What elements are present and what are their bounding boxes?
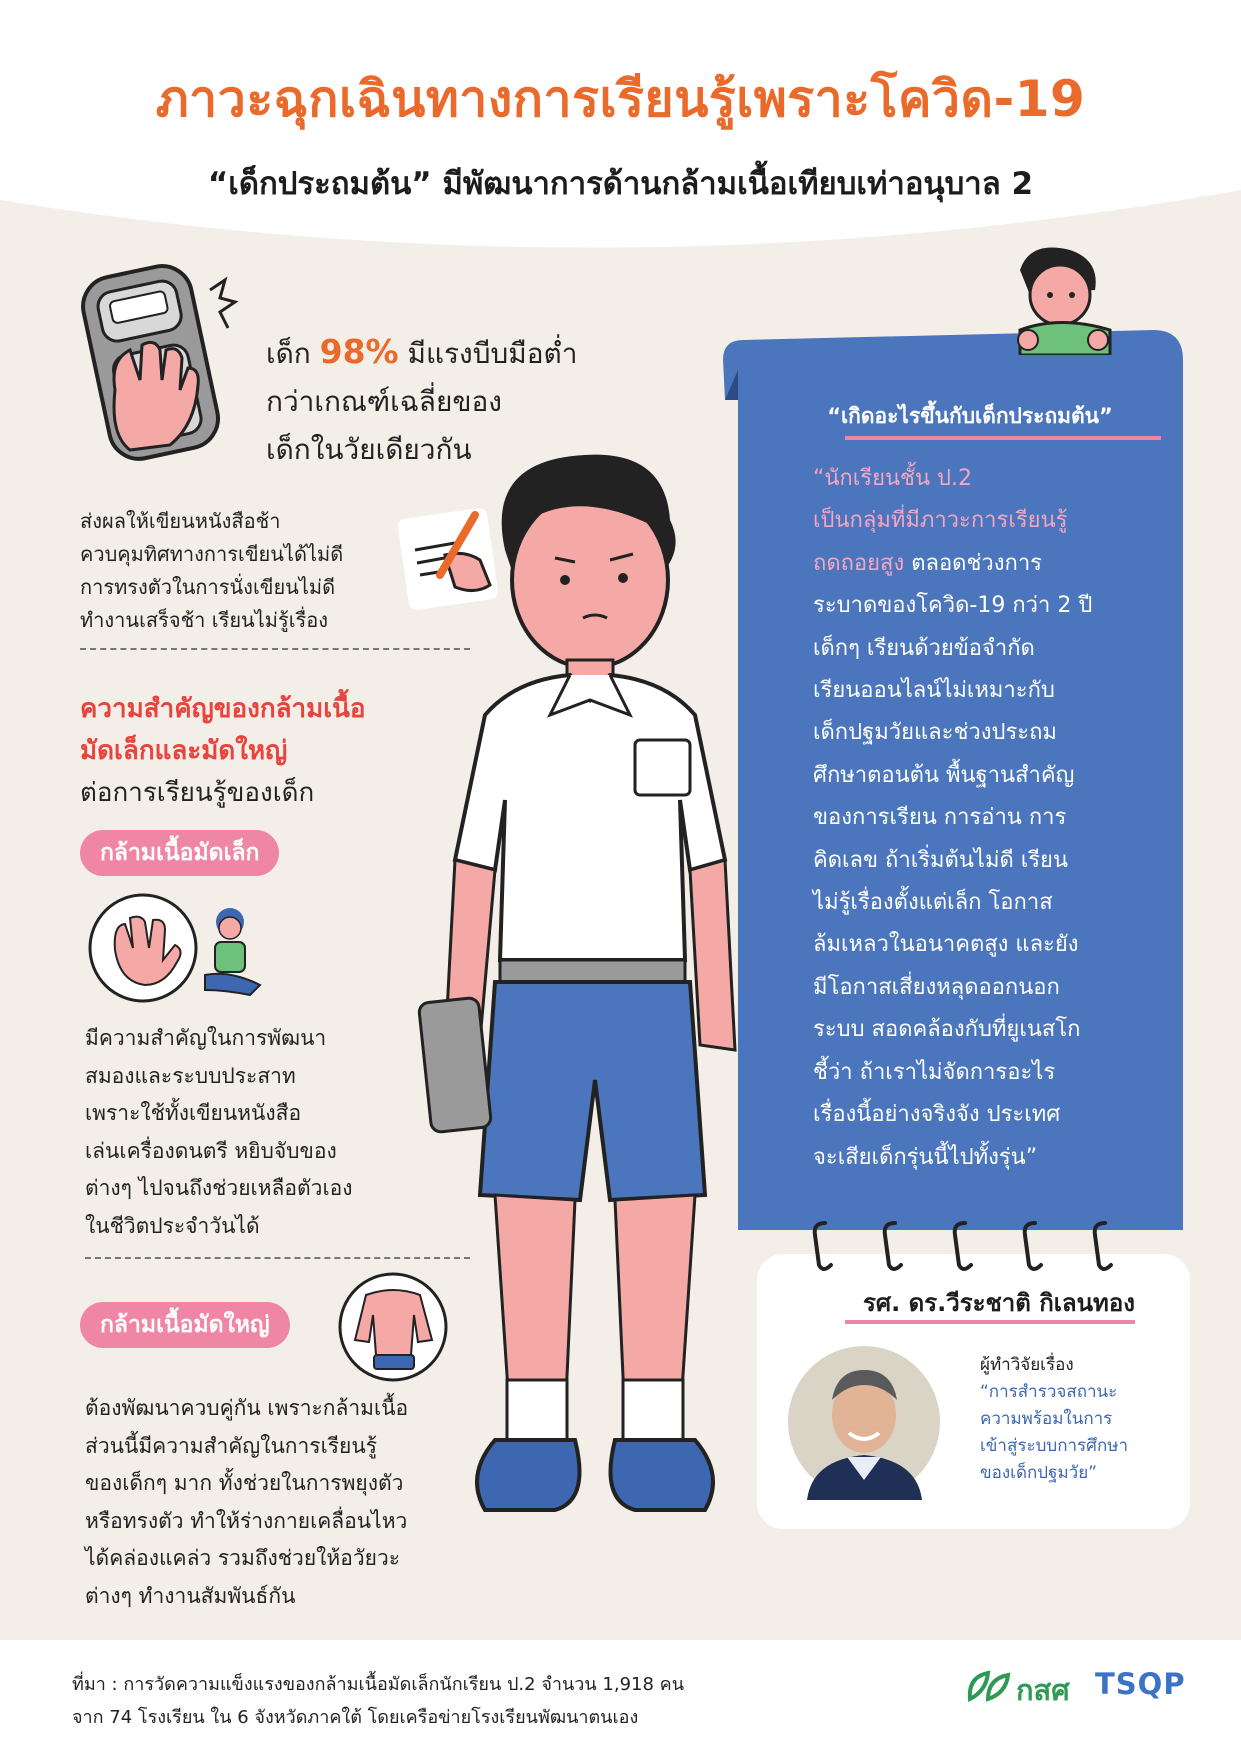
stat-prefix: เด็ก: [266, 337, 320, 370]
page-title: ภาวะฉุกเฉินทางการเรียนรู้เพราะโควิด-19: [155, 70, 1086, 128]
researcher-role: [980, 1352, 1180, 1487]
source-line: ที่มา : การวัดความแข็งแรงของกล้ามเนื้อมัดเล็กนักเรียน ป.2 จำนวน 1,918 คน: [72, 1674, 685, 1695]
binder-rings-icon: [805, 1215, 1135, 1275]
effect-item: การทรงตัวในการนั่งเขียนไม่ดี: [80, 575, 336, 599]
quote-line: ระบาดของโควิด-19 กว่า 2 ปี: [813, 593, 1093, 619]
large-muscle-line: ของเด็กๆ มาก ทั้งช่วยในการพยุงตัว: [85, 1471, 404, 1495]
large-muscle-label: กล้ามเนื้อมัดใหญ่: [80, 1302, 290, 1348]
quote-line: เรียนออนไลน์ไม่เหมาะกับ: [813, 678, 1055, 704]
researcher-name: รศ. ดร.วีระชาติ กิเลนทอง: [863, 1289, 1135, 1317]
quote-line: ศึกษาตอนต้น พื้นฐานสำคัญ: [813, 762, 1075, 788]
small-muscle-line: สมองและระบบประสาท: [85, 1063, 296, 1088]
quote-highlight-line: ถดถอยสูง: [813, 550, 905, 576]
page-subtitle: “เด็กประถมต้น” มีพัฒนาการด้านกล้ามเนื้อเทียบเท่าอนุบาล 2: [207, 166, 1034, 202]
effect-item: ส่งผลให้เขียนหนังสือช้า: [80, 509, 281, 533]
quote-body: [813, 458, 1158, 1179]
leaf-logo-icon: [966, 1669, 1012, 1703]
small-muscle-label: กล้ามเนื้อมัดเล็ก: [80, 830, 279, 876]
large-muscle-line: ส่วนนี้มีความสำคัญในการเรียนรู้: [85, 1433, 377, 1458]
importance-line3: ต่อการเรียนรู้ของเด็ก: [80, 778, 315, 808]
large-muscle-line: ต้องพัฒนาควบคู่กัน เพราะกล้ามเนื้อ: [85, 1396, 409, 1420]
effect-item: ควบคุมทิศทางการเขียนได้ไม่ดี: [80, 542, 344, 566]
hand-grip-icon: [60, 250, 240, 480]
small-muscle-line: ในชีวิตประจำวันได้: [85, 1213, 260, 1238]
kasasat-logo: [966, 1665, 1086, 1705]
quote-line: จะเสียเด็กรุ่นนี้ไปทั้งรุ่น”: [813, 1144, 1038, 1170]
fine-motor-icon: [85, 890, 275, 1005]
peeking-child-icon: [1000, 245, 1130, 355]
quote-line: คิดเลข ถ้าเริ่มต้นไม่ดี เรียน: [813, 847, 1068, 873]
quote-line: เด็กปฐมวัยและช่วงประถม: [813, 720, 1057, 746]
researcher-role-label: ผู้ทำวิจัยเรื่อง: [980, 1355, 1074, 1375]
quote-line: ล้มเหลวในอนาคตสูง และยัง: [813, 932, 1079, 958]
research-topic-line: “การสำรวจสถานะ: [980, 1382, 1118, 1402]
stat-line2: กว่าเกณฑ์เฉลี่ยของ: [266, 385, 502, 418]
quote-highlight-line: เป็นกลุ่มที่มีภาวะการเรียนรู้: [813, 508, 1068, 534]
stat-line3: เด็กในวัยเดียวกัน: [266, 433, 472, 466]
stat-line1: มีแรงบีบมือต่ำ: [398, 337, 578, 370]
researcher-name-underline: [845, 1320, 1135, 1324]
research-topic-line: ของเด็กปฐมวัย”: [980, 1463, 1097, 1483]
quote-line: เรื่องนี้อย่างจริงจัง ประเทศ: [813, 1102, 1061, 1128]
effect-item: ทำงานเสร็จช้า เรียนไม่รู้เรื่อง: [80, 608, 329, 632]
quote-title: “เกิดอะไรขึ้นกับเด็กประถมต้น”: [827, 404, 1113, 428]
quote-line: ไม่รู้เรื่องตั้งแต่เล็ก โอกาส: [813, 890, 1053, 916]
quote-line: ของการเรียน การอ่าน การ: [813, 805, 1067, 831]
quote-title-underline: [845, 436, 1161, 440]
quote-highlight-line: “นักเรียนชั้น ป.2: [813, 466, 972, 491]
importance-line2: มัดเล็กและมัดใหญ่: [80, 736, 288, 766]
quote-line: เด็กๆ เรียนด้วยข้อจำกัด: [813, 635, 1035, 661]
small-muscle-line: เพราะใช้ทั้งเขียนหนังสือ: [85, 1101, 302, 1125]
tsqp-logo: TSQP: [1095, 1667, 1186, 1701]
small-muscle-line: เล่นเครื่องดนตรี หยิบจับของ: [85, 1138, 337, 1163]
source-note: [72, 1668, 892, 1734]
research-topic-line: เข้าสู่ระบบการศึกษา: [980, 1436, 1129, 1456]
source-line: จาก 74 โรงเรียน ใน 6 จังหวัดภาคใต้ โดยเครือข่ายโรงเรียนพัฒนาตนเอง: [72, 1707, 639, 1728]
small-muscle-line: มีความสำคัญในการพัฒนา: [85, 1026, 327, 1050]
quote-line: มีโอกาสเสี่ยงหลุดออกนอก: [813, 974, 1060, 1000]
quote-line: ตลอดช่วงการ: [904, 550, 1042, 576]
small-muscle-line: ต่างๆ ไปจนถึงช่วยเหลือตัวเอง: [85, 1176, 353, 1200]
large-muscle-line: หรือทรงตัว ทำให้ร่างกายเคลื่อนไหว: [85, 1508, 408, 1533]
large-muscle-line: ได้คล่องแคล่ว รวมถึงช่วยให้อวัยวะ: [85, 1546, 401, 1570]
importance-line1: ความสำคัญของกล้ามเนื้อ: [80, 694, 366, 724]
quote-line: ระบบ สอดคล้องกับที่ยูเนสโก: [813, 1017, 1081, 1043]
quote-line: ชี้ว่า ถ้าเราไม่จัดการอะไร: [813, 1059, 1056, 1085]
research-topic-line: ความพร้อมในการ: [980, 1409, 1113, 1429]
kasasat-logo-text: กสศ: [1016, 1673, 1070, 1707]
researcher-photo: [787, 1345, 942, 1500]
small-muscle-text: [85, 1020, 445, 1245]
stat-percent: 98%: [319, 332, 399, 371]
large-muscle-line: ต่างๆ ทำงานสัมพันธ์กัน: [85, 1583, 296, 1608]
